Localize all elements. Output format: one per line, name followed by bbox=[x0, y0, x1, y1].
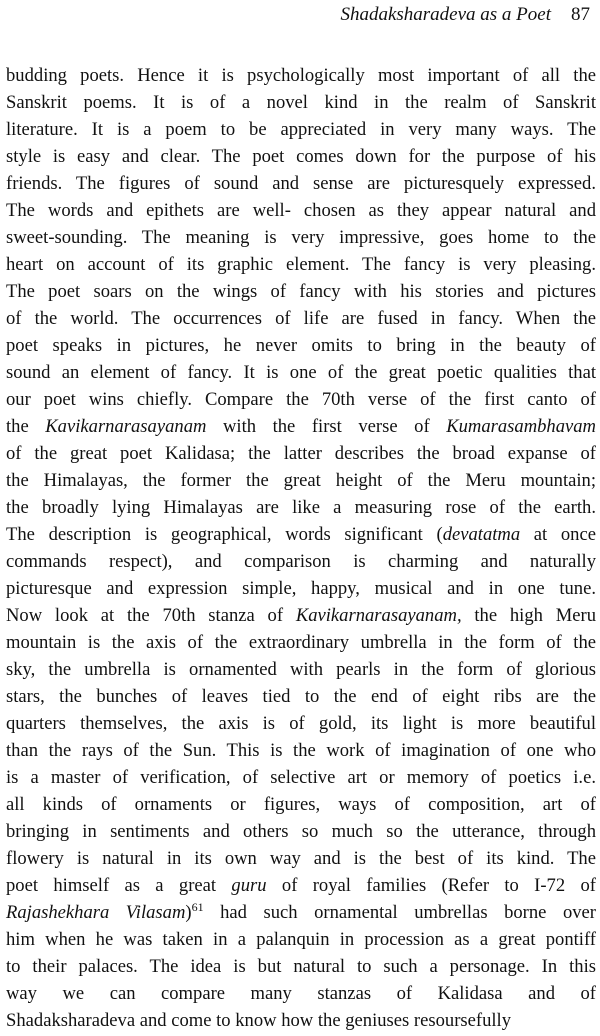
text-segment: The description is geographical, words significant ( bbox=[6, 524, 443, 545]
text-segment: of the great poet Kalidasa; the latter describes the broad expanse of bbox=[6, 443, 596, 464]
text-segment: poet himself as a great bbox=[6, 875, 232, 896]
text-segment: quarters themselves, the axis is of gold, its light is more beautiful bbox=[6, 713, 596, 734]
running-header bbox=[340, 4, 590, 26]
text-segment: The words and epithets are well- chosen as they appear natural and bbox=[6, 200, 596, 221]
text-segment: poet speaks in pictures, he never omits to bring in the beauty of bbox=[6, 335, 596, 356]
text-segment: the Himalayas, the former the great height of the Meru mountain; bbox=[6, 470, 596, 491]
text-line bbox=[6, 980, 596, 1007]
text-segment: Now look at the 70th stanza of bbox=[6, 605, 296, 626]
text-segment: him when he was taken in a palanquin in procession as a great pontiff bbox=[6, 929, 596, 950]
text-line bbox=[6, 791, 596, 818]
running-title: Shadaksharadeva as a Poet bbox=[340, 4, 551, 25]
text-line bbox=[6, 305, 596, 332]
text-segment: flowery is natural in its own way and is the best of its kind. The bbox=[6, 848, 596, 869]
text-line bbox=[6, 440, 596, 467]
italic-term: guru bbox=[231, 875, 267, 896]
text-segment: style is easy and clear. The poet comes down for the purpose of his bbox=[6, 146, 596, 167]
text-segment: literature. It is a poem to be appreciated in very many ways. The bbox=[6, 119, 596, 140]
text-line bbox=[6, 467, 596, 494]
text-line bbox=[6, 359, 596, 386]
text-segment: The poet soars on the wings of fancy with his stories and pictures bbox=[6, 281, 596, 302]
text-segment: is a master of verification, of selective art or memory of poetics i.e. bbox=[6, 767, 596, 788]
text-segment: friends. The figures of sound and sense are picturesquely expressed. bbox=[6, 173, 596, 194]
text-line bbox=[6, 170, 596, 197]
text-segment: had such ornamental umbrellas borne over bbox=[203, 902, 596, 923]
text-segment: than the rays of the Sun. This is the work of imagination of one who bbox=[6, 740, 596, 761]
text-line bbox=[6, 332, 596, 359]
text-line bbox=[6, 116, 596, 143]
text-line bbox=[6, 818, 596, 845]
text-line bbox=[6, 710, 596, 737]
text-line bbox=[6, 386, 596, 413]
text-line bbox=[6, 197, 596, 224]
text-line bbox=[6, 656, 596, 683]
text-line bbox=[6, 845, 596, 872]
text-segment: with the first verse of bbox=[206, 416, 447, 437]
text-line bbox=[6, 629, 596, 656]
text-segment: Sanskrit poems. It is of a novel kind in the realm of Sanskrit bbox=[6, 92, 596, 113]
text-segment: at once bbox=[520, 524, 596, 545]
text-line bbox=[6, 764, 596, 791]
text-segment: the bbox=[6, 416, 46, 437]
text-line bbox=[6, 683, 596, 710]
text-segment: all kinds of ornaments or figures, ways of composition, art of bbox=[6, 794, 596, 815]
text-segment: of the world. The occurrences of life are fused in fancy. When the bbox=[6, 308, 596, 329]
page-number: 87 bbox=[571, 4, 590, 25]
text-segment: sky, the umbrella is ornamented with pearls in the form of glorious bbox=[6, 659, 596, 680]
text-segment: picturesque and expression simple, happy, musical and in one tune. bbox=[6, 578, 596, 599]
text-segment: bringing in sentiments and others so much so the utterance, through bbox=[6, 821, 596, 842]
text-line bbox=[6, 953, 596, 980]
text-line bbox=[6, 899, 596, 926]
italic-term: Kavikarnarasayanam, bbox=[295, 605, 462, 626]
italic-term: devatatma bbox=[442, 524, 521, 545]
text-line bbox=[6, 143, 596, 170]
text-line bbox=[6, 251, 596, 278]
text-segment: the high Meru bbox=[461, 605, 596, 626]
text-line bbox=[6, 89, 596, 116]
text-line bbox=[6, 494, 596, 521]
text-line bbox=[6, 1007, 596, 1034]
text-segment: way we can compare many stanzas of Kalidasa and of bbox=[6, 983, 596, 1004]
footnote-ref: 61 bbox=[191, 900, 204, 914]
text-line bbox=[6, 872, 596, 899]
text-line bbox=[6, 548, 596, 575]
text-segment: ) bbox=[185, 902, 192, 923]
text-segment: budding poets. Hence it is psychologically most important of all the bbox=[6, 65, 596, 86]
text-line bbox=[6, 278, 596, 305]
italic-term: Rajashekhara Vilasam bbox=[6, 902, 186, 923]
text-segment: heart on account of its graphic element. The fancy is very pleasing. bbox=[6, 254, 596, 275]
text-segment: our poet wins chiefly. Compare the 70th verse of the first canto of bbox=[6, 389, 596, 410]
text-line bbox=[6, 926, 596, 953]
text-segment: mountain is the axis of the extraordinary umbrella in the form of the bbox=[6, 632, 596, 653]
text-segment: to their palaces. The idea is but natural to such a personage. In this bbox=[6, 956, 596, 977]
text-segment: sweet-sounding. The meaning is very impressive, goes home to the bbox=[6, 227, 596, 248]
text-segment: commands respect), and comparison is charming and naturally bbox=[6, 551, 596, 572]
text-line bbox=[6, 521, 596, 548]
text-line bbox=[6, 737, 596, 764]
text-line bbox=[6, 413, 596, 440]
text-line bbox=[6, 224, 596, 251]
body-paragraph bbox=[6, 62, 596, 1034]
text-segment: Shadaksharadeva and come to know how the geniuses resoursefully bbox=[6, 1010, 511, 1031]
text-segment: the broadly lying Himalayas are like a measuring rose of the earth. bbox=[6, 497, 596, 518]
text-line bbox=[6, 602, 596, 629]
italic-term: Kavikarnarasayanam bbox=[45, 416, 207, 437]
text-line bbox=[6, 62, 596, 89]
text-segment: sound an element of fancy. It is one of the great poetic qualities that bbox=[6, 362, 596, 383]
text-line bbox=[6, 575, 596, 602]
text-segment: of royal families (Refer to I-72 of bbox=[266, 875, 596, 896]
italic-term: Kumarasambhavam bbox=[446, 416, 596, 437]
text-segment: stars, the bunches of leaves tied to the end of eight ribs are the bbox=[6, 686, 596, 707]
